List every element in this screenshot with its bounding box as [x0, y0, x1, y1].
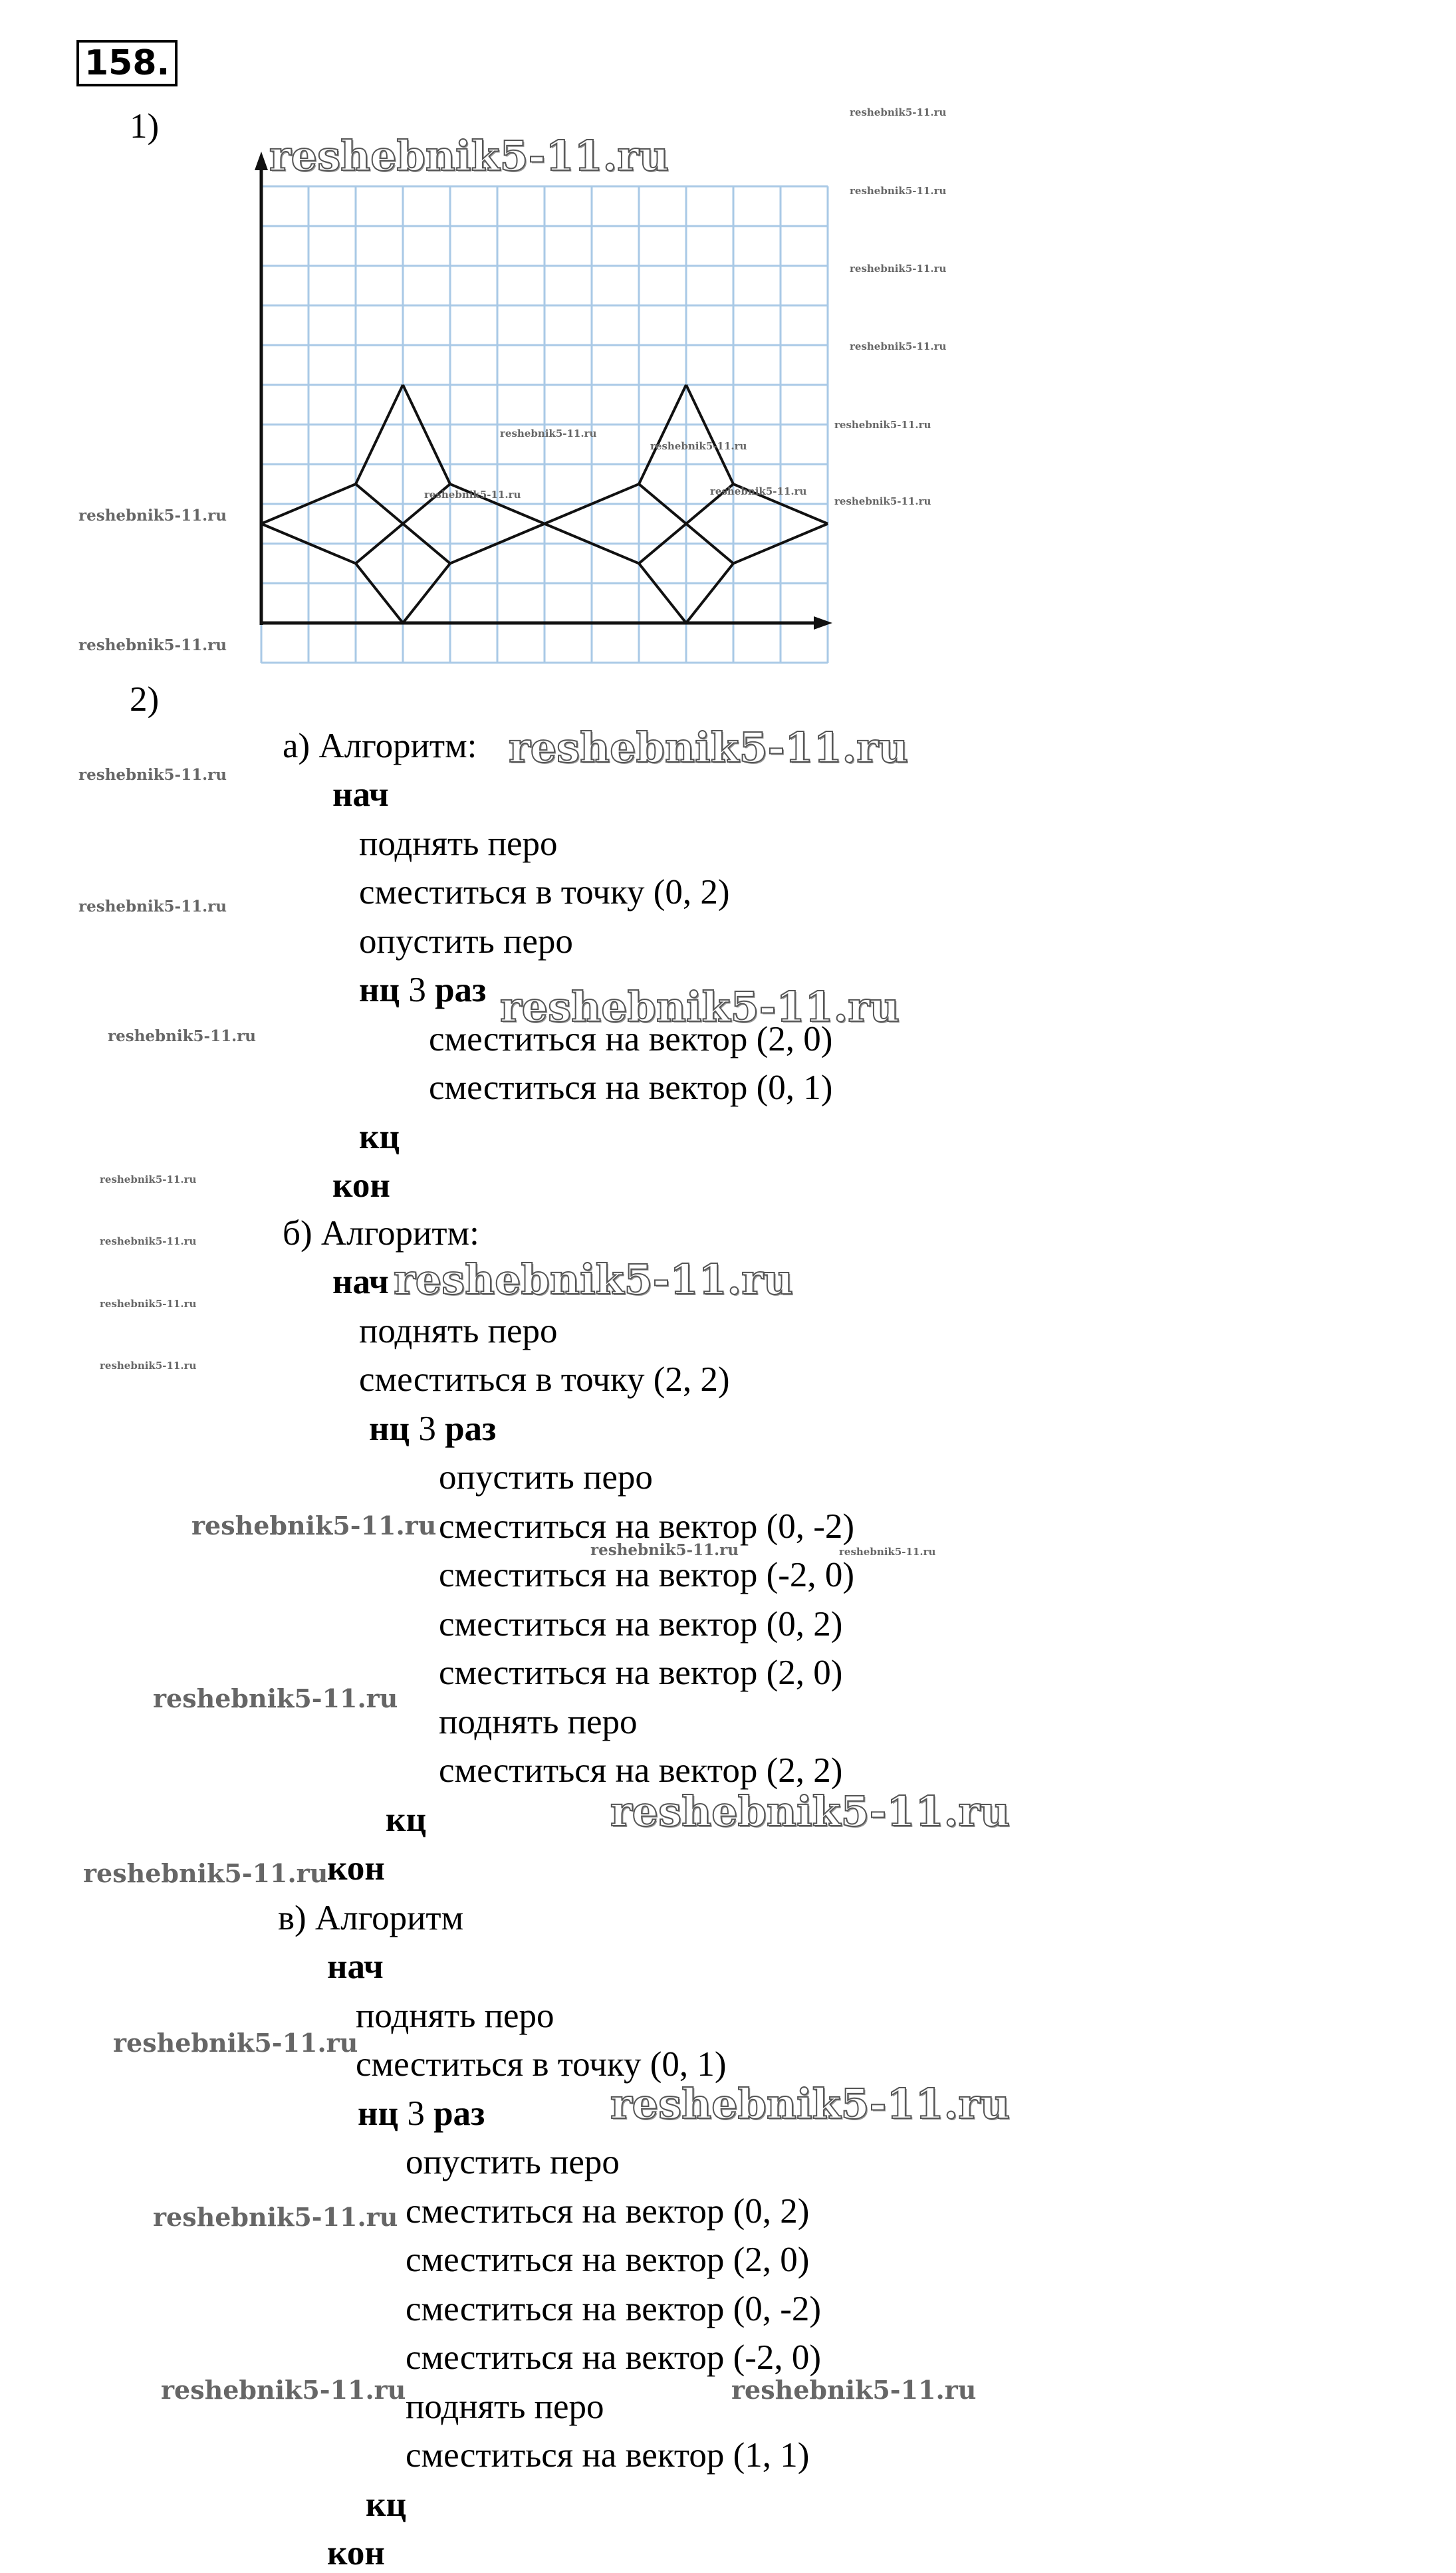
algorithm-b-line: поднять перо	[439, 1702, 638, 1741]
loop-times-keyword: раз	[445, 1409, 497, 1448]
loop-count: 3	[410, 1409, 445, 1448]
watermark: reshebnik5-11.ru	[834, 419, 931, 431]
watermark: reshebnik5-11.ru	[650, 440, 747, 452]
algorithm-a-line: опустить перо	[359, 921, 573, 961]
loop-count: 3	[398, 2094, 434, 2133]
algorithm-b-line: нач	[332, 1263, 389, 1301]
watermark: reshebnik5-11.ru	[153, 1683, 398, 1713]
algorithm-a-line: сместиться в точку (0, 2)	[359, 873, 730, 912]
watermark: reshebnik5-11.ru	[78, 636, 227, 654]
watermark: reshebnik5-11.ru	[710, 485, 807, 497]
watermark: reshebnik5-11.ru	[153, 2202, 398, 2232]
watermark: reshebnik5-11.ru	[100, 1360, 197, 1372]
watermark: reshebnik5-11.ru	[500, 428, 597, 439]
algorithm-c-line: нач	[327, 1947, 384, 1986]
algorithm-a-line: сместиться на вектор (0, 1)	[429, 1068, 833, 1107]
loop-keyword: нц	[358, 2094, 399, 2133]
algorithm-b-heading: б) Алгоритм:	[283, 1214, 479, 1253]
algorithm-a-line: кон	[332, 1166, 390, 1205]
algorithm-c-heading: в) Алгоритм	[278, 1899, 464, 1937]
watermark: reshebnik5-11.ru	[500, 983, 900, 1031]
algorithm-b-line: сместиться на вектор (2, 2)	[439, 1751, 843, 1790]
problem-number: 158.	[76, 40, 178, 86]
algorithm-c-line: кц	[366, 2485, 407, 2524]
loop-times-keyword: раз	[435, 971, 487, 1009]
watermark: reshebnik5-11.ru	[78, 507, 227, 525]
watermark: reshebnik5-11.ru	[161, 2375, 406, 2405]
watermark: reshebnik5-11.ru	[113, 2028, 358, 2058]
algorithm-b-line: сместиться на вектор (2, 0)	[439, 1654, 843, 1692]
algorithm-a-line: кц	[359, 1117, 400, 1156]
watermark: reshebnik5-11.ru	[100, 1173, 197, 1185]
figure-segment	[639, 385, 686, 484]
watermark: reshebnik5-11.ru	[850, 106, 947, 118]
algorithm-c-line	[358, 2094, 485, 2134]
watermark: reshebnik5-11.ru	[78, 766, 227, 784]
algorithm-a-line: нач	[332, 775, 389, 814]
algorithm-b-line: поднять перо	[359, 1311, 558, 1350]
x-axis-arrow	[814, 616, 832, 630]
loop-count: 3	[400, 971, 435, 1009]
y-axis-arrow	[255, 152, 268, 170]
algorithm-c-line: сместиться на вектор (0, 2)	[406, 2191, 810, 2231]
algorithm-c-line: сместиться на вектор (2, 0)	[406, 2241, 810, 2279]
watermark: reshebnik5-11.ru	[590, 1541, 739, 1559]
watermark: reshebnik5-11.ru	[731, 2375, 977, 2405]
algorithm-b-line: опустить перо	[439, 1458, 653, 1497]
algorithm-c-line: поднять перо	[406, 2387, 604, 2426]
loop-keyword: нц	[369, 1409, 410, 1448]
algorithm-c-line: сместиться в точку (0, 1)	[356, 2045, 727, 2084]
figure-segment	[639, 563, 686, 623]
algorithm-c-line: сместиться на вектор (1, 1)	[406, 2436, 810, 2475]
watermark: reshebnik5-11.ru	[610, 2080, 1010, 2128]
algorithm-c-line: поднять перо	[356, 1996, 554, 2035]
figure-segment	[686, 385, 733, 484]
algorithm-b-line: сместиться на вектор (0, -2)	[439, 1507, 855, 1546]
figure-segment	[356, 385, 403, 484]
algorithm-c-line: опустить перо	[406, 2143, 620, 2181]
algorithm-b-line: кон	[327, 1849, 385, 1888]
algorithm-a-line: сместиться на вектор (2, 0)	[429, 1019, 833, 1058]
algorithm-b-line: сместиться в точку (2, 2)	[359, 1360, 730, 1399]
algorithm-c-line: сместиться на вектор (-2, 0)	[406, 2338, 822, 2377]
watermark: reshebnik5-11.ru	[191, 1511, 437, 1540]
loop-times-keyword: раз	[433, 2094, 485, 2133]
watermark: reshebnik5-11.ru	[108, 1027, 256, 1045]
algorithm-b-line	[369, 1409, 496, 1449]
watermark: reshebnik5-11.ru	[424, 489, 521, 501]
algorithm-c-line: кон	[327, 2534, 385, 2572]
watermark: reshebnik5-11.ru	[850, 340, 947, 352]
watermark: reshebnik5-11.ru	[100, 1298, 197, 1310]
figure-segment	[403, 563, 450, 623]
grid-figure	[253, 146, 844, 672]
algorithm-a-heading: а) Алгоритм:	[283, 727, 477, 765]
watermark: reshebnik5-11.ru	[78, 898, 227, 916]
part1-label: 1)	[130, 107, 160, 146]
watermark: reshebnik5-11.ru	[850, 185, 947, 197]
watermark: reshebnik5-11.ru	[100, 1235, 197, 1247]
algorithm-b-line: сместиться на вектор (-2, 0)	[439, 1556, 855, 1594]
watermark: reshebnik5-11.ru	[610, 1787, 1010, 1836]
algorithm-a-line	[359, 970, 486, 1010]
watermark: reshebnik5-11.ru	[269, 132, 669, 180]
figure-segment	[403, 385, 450, 484]
watermark: reshebnik5-11.ru	[850, 263, 947, 275]
watermark: reshebnik5-11.ru	[839, 1546, 936, 1558]
figure-segment	[686, 563, 733, 623]
algorithm-a-line: поднять перо	[359, 824, 558, 863]
watermark: reshebnik5-11.ru	[83, 1858, 328, 1888]
algorithm-b-line: кц	[386, 1800, 427, 1839]
part2-label: 2)	[130, 680, 160, 719]
watermark: reshebnik5-11.ru	[394, 1255, 793, 1304]
loop-keyword: нц	[359, 971, 400, 1009]
algorithm-b-line: сместиться на вектор (0, 2)	[439, 1604, 843, 1644]
watermark: reshebnik5-11.ru	[509, 723, 908, 772]
watermark: reshebnik5-11.ru	[834, 495, 931, 507]
algorithm-c-line: сместиться на вектор (0, -2)	[406, 2289, 822, 2328]
figure-segment	[356, 563, 403, 623]
